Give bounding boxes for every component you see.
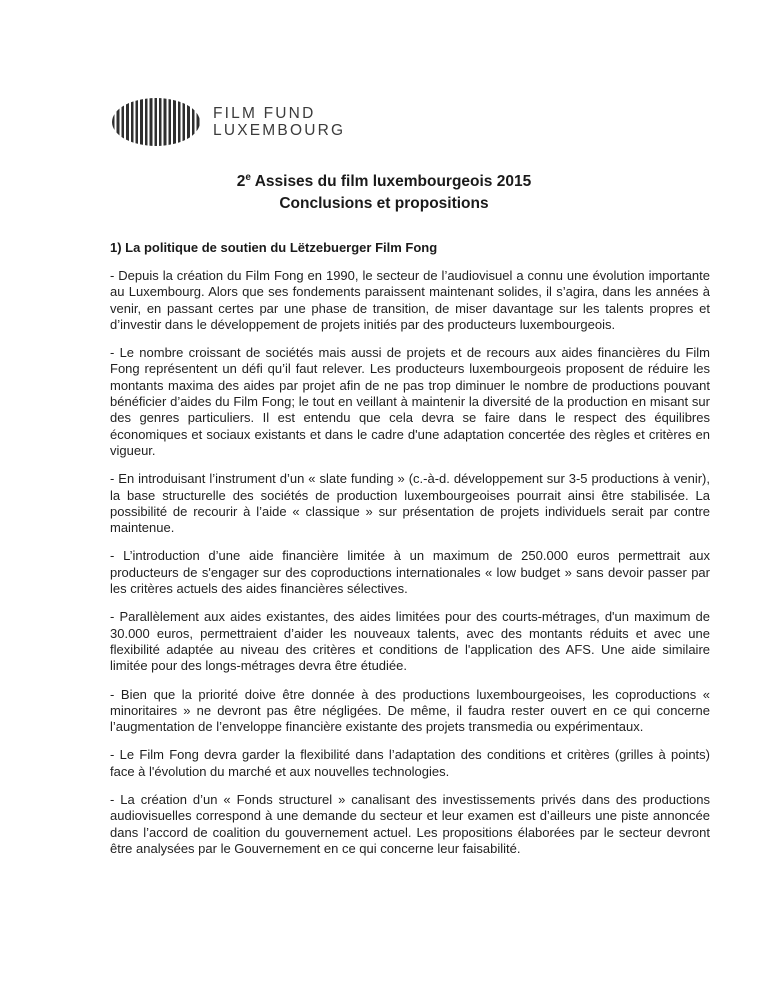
logo-line-2: LUXEMBOURG	[213, 122, 346, 139]
body-paragraph-6: - Bien que la priorité doive être donnée à des productions luxembourgeoises, les coproductions « minoritaires » ne devront pas être négligées. De même, il faudra rester ouvert en ce qui concerne l’augmentation de l’enveloppe financière existante des projets transmedia ou expérimentaux.	[110, 686, 710, 735]
film-drum-stripes-icon	[112, 98, 200, 146]
document-title	[0, 171, 768, 214]
body-paragraph-2: - Le nombre croissant de sociétés mais aussi de projets et de recours aux aides financières du Film Fong représentent un défi qu’il faut relever. Les producteurs luxembourgeois proposent de réduire les montants maxima des aides par projet afin de ne pas trop diminuer le nombre de productions pouvant bénéficier d’aides du Film Fong; le tout en veillant à maintenir la diversité de la production en misant sur des genres particuliers. Il est entendu que cela devra se faire dans le respect des équilibres économiques et sociaux existants et dans le cadre d'une adaptation concertée des règles et critères en vigueur.	[110, 345, 710, 458]
title-line-1	[0, 171, 768, 193]
body-paragraph-7: - Le Film Fong devra garder la flexibilité dans l’adaptation des conditions et critères (grilles à points) face à l'évolution du marché et aux nouvelles technologies.	[110, 747, 710, 779]
body-paragraph-5: - Parallèlement aux aides existantes, des aides limitées pour des courts-métrages, d'un maximum de 30.000 euros, permettraient d’aider les nouveaux talents, avec des montants réduits et avec une flexibilité adaptée au niveau des critères et conditions de l'application des AFS. Une aide similaire limitée pour des longs-métrages devra être étudiée.	[110, 609, 710, 674]
title-number: 2	[236, 173, 246, 190]
body-paragraph-3: - En introduisant l’instrument d’un « slate funding » (c.-à-d. développement sur 3-5 productions à venir), la base structurelle des sociétés de production luxembourgeoises pourrait ainsi être stabilisée. La possibilité de recourir à l’aide « classique » sur présentation de projets individuels serait par contre maintenue.	[110, 471, 710, 536]
film-fund-logo	[112, 98, 345, 146]
body-paragraph-4: - L’introduction d’une aide financière limitée à un maximum de 250.000 euros permettrait aux producteurs de s'engager sur des coproductions internationales « low budget » sans devoir passer par les critères actuels des aides financières sélectives.	[110, 548, 710, 597]
body-paragraph-8: - La création d’un « Fonds structurel » canalisant des investissements privés dans des productions audiovisuelles correspond à une demande du secteur et leur examen est d’ailleurs une piste annoncée dans l’accord de coalition du gouvernement actuel. Les propositions élaborées par le secteur devront être analysées par le Gouvernement en ce qui concerne leur faisabilité.	[110, 792, 710, 856]
document-body	[110, 240, 710, 857]
section-heading: 1) La politique de soutien du Lëtzebuerger Film Fong	[110, 240, 438, 255]
logo-wordmark	[213, 105, 345, 140]
title-rest: Assises du film luxembourgeois 2015	[250, 173, 532, 190]
body-paragraph-1: - Depuis la création du Film Fong en 1990, le secteur de l’audiovisuel a connu une évolution importante au Luxembourg. Alors que ses fondements paraissent maintenant solides, il s’agira, dans les années à venir, en passant certes par une phase de transition, de miser davantage sur les talents propres et d’investir dans le développement de projets initiés par des producteurs luxembourgeois.	[110, 268, 710, 332]
logo-line-1: FILM FUND	[213, 104, 316, 122]
title-line-2: Conclusions et propositions	[279, 194, 489, 212]
title-ordinal-sup: e	[245, 171, 251, 183]
